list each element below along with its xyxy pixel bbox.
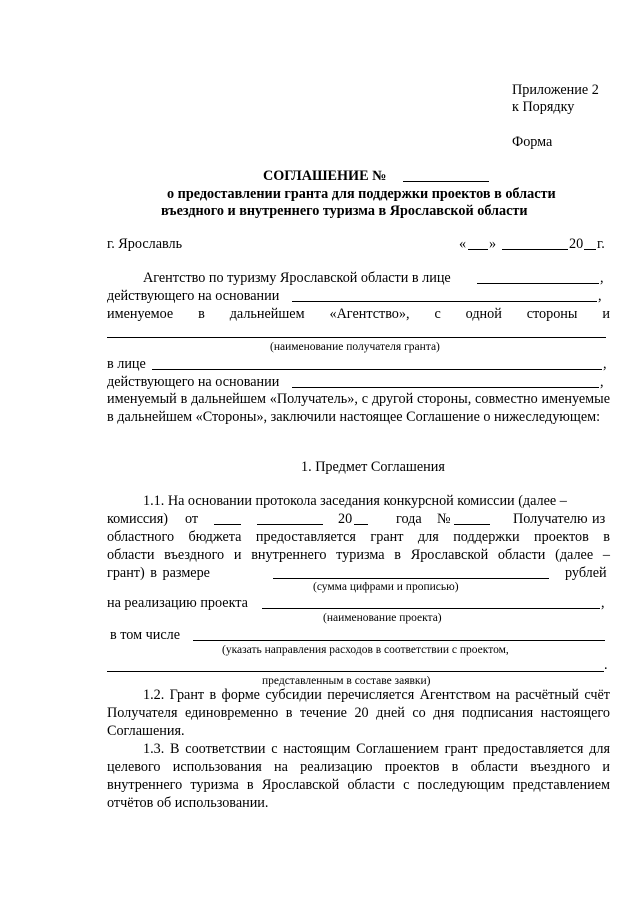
recipient-representative-field[interactable] <box>152 369 602 370</box>
period-1: . <box>604 657 608 673</box>
p11-from-word: из <box>592 511 606 527</box>
p11-year-word: года <box>396 511 422 527</box>
p11-number-sign: № <box>437 511 451 527</box>
paragraph-1-2: 1.2. Грант в форме субсидии перечисляется Агентством на расчётный счёт Получателя единовременно в течение 20 дней со дня подписания настоящего Соглашения. <box>107 687 610 739</box>
word: в <box>198 306 205 322</box>
date-quote-close: » <box>489 236 497 252</box>
word: «Агентство», <box>329 306 410 322</box>
form-label: Форма <box>512 134 553 150</box>
p11-from: от <box>185 511 199 527</box>
comma-1: , <box>600 270 604 286</box>
agency-basis-field[interactable] <box>292 301 597 302</box>
protocol-day-field[interactable] <box>214 524 241 525</box>
comma-3: , <box>603 356 607 372</box>
date-month-field[interactable] <box>502 249 568 250</box>
word: с <box>434 306 441 322</box>
p11-line-3: областного бюджета предоставляется грант для поддержки проектов в <box>107 529 610 545</box>
recipient-acting-label: действующего на основании <box>107 374 280 390</box>
word: именуемое <box>107 306 174 322</box>
recipient-basis-field[interactable] <box>292 387 599 388</box>
agency-representative-field[interactable] <box>477 283 599 284</box>
word: стороны <box>526 306 578 322</box>
comma-5: , <box>601 595 605 611</box>
agreement-title: СОГЛАШЕНИЕ № <box>263 168 387 184</box>
intro-agency-text: Агентство по туризму Ярославской области в лице <box>143 270 451 286</box>
in-person-label: в лице <box>107 356 146 372</box>
date-year-prefix: 20 <box>569 236 584 252</box>
city-label: г. Ярославль <box>107 236 183 252</box>
p11-line-4: области въездного и внутреннего туризма в Ярославской области (далее – <box>107 547 610 563</box>
section-1-heading: 1. Предмет Соглашения <box>301 459 445 475</box>
date-quote-open: « <box>459 236 467 252</box>
intro-acting-text: действующего на основании <box>107 288 280 304</box>
subtitle-line-1: о предоставлении гранта для поддержки проектов в области <box>167 186 556 202</box>
protocol-number-field[interactable] <box>454 524 490 525</box>
date-day-field[interactable] <box>468 249 488 250</box>
p11-commission: комиссия) <box>107 511 169 527</box>
intro-named-line <box>107 305 610 323</box>
date-year-suffix: г. <box>597 236 605 252</box>
recipient-caption: (наименование получателя гранта) <box>270 341 440 353</box>
comma-4: , <box>600 374 604 390</box>
word: дальнейшем <box>229 306 305 322</box>
p11-line-1: 1.1. На основании протокола заседания конкурсной комиссии (далее – <box>143 493 567 509</box>
agreement-number-field[interactable] <box>403 181 489 182</box>
protocol-year-field[interactable] <box>354 524 368 525</box>
comma-2: , <box>598 288 602 304</box>
appendix-label: Приложение 2 <box>512 82 599 98</box>
subtitle-line-2: въездного и внутреннего туризма в Ярославской области <box>161 203 528 219</box>
p11-amount-label: грант) в размере <box>107 565 210 581</box>
amount-caption: (сумма цифрами и прописью) <box>313 581 459 593</box>
application-caption: представленным в составе заявки) <box>262 675 431 687</box>
protocol-month-field[interactable] <box>257 524 323 525</box>
paragraph-1-3: 1.3. В соответствии с настоящим Соглашением грант предоставляется для целевого использования на реализацию проектов в области въездного и внутреннего туризма в Ярославской области с последующим представлением отчётов об использовании. <box>107 741 610 811</box>
word: одной <box>465 306 502 322</box>
project-caption: (наименование проекта) <box>323 612 442 624</box>
word: и <box>602 306 610 322</box>
including-label: в том числе <box>110 627 181 643</box>
date-year-field[interactable] <box>584 249 596 250</box>
p11-rubles: рублей <box>565 565 607 581</box>
directions-caption: (указать направления расходов в соответствии с проектом, <box>222 644 509 656</box>
project-label: на реализацию проекта <box>107 595 248 611</box>
p11-year-prefix: 20 <box>338 511 353 527</box>
intro-closing-text: именуемый в дальнейшем «Получатель», с другой стороны, совместно именуемые в дальнейшем «Стороны», заключили настоящее Соглашение о нижеследующем: <box>107 391 610 425</box>
p11-recipient-word: Получателю <box>513 511 588 527</box>
order-label: к Порядку <box>512 99 575 115</box>
